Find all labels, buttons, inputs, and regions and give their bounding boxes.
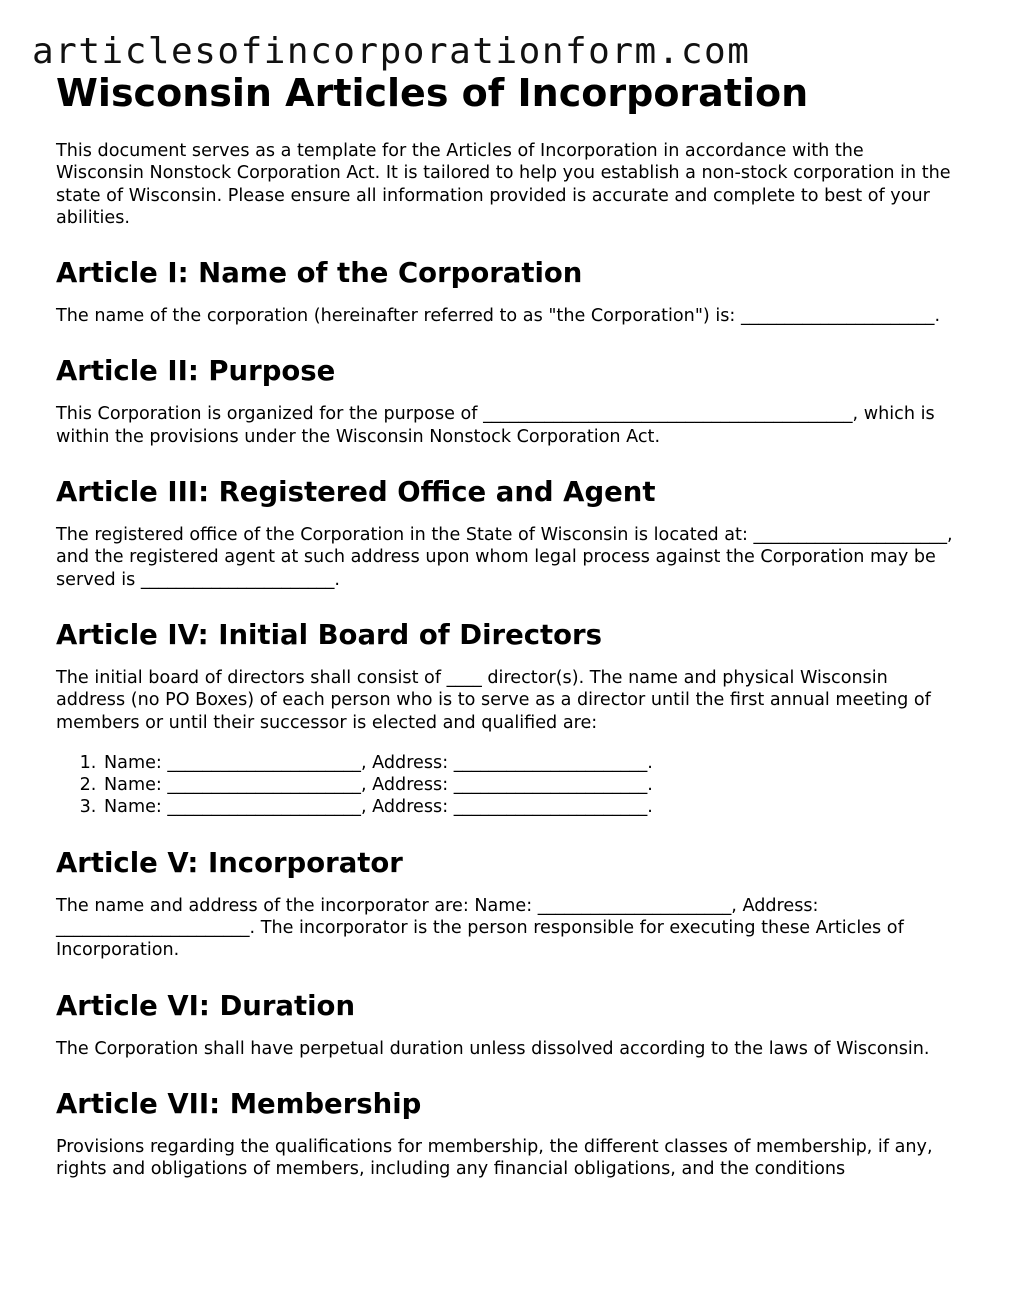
article-heading: Article VI: Duration <box>56 989 356 1022</box>
document <box>56 68 956 1181</box>
article-text: The name of the corporation (hereinafter referred to as "the Corporation") is: ______________________. <box>56 306 941 327</box>
article-heading: Article III: Registered Office and Agent <box>56 476 656 509</box>
article-1 <box>56 255 956 327</box>
document-title: Wisconsin Articles of Incorporation <box>56 71 809 115</box>
article-heading: Article I: Name of the Corporation <box>56 257 583 290</box>
article-7 <box>56 1086 956 1181</box>
article-text: The name and address of the incorporator are: Name: ______________________, Address: ______________________. The incorporator is the person responsible for executing these Articles of Incorporation. <box>56 895 904 961</box>
article-text: This Corporation is organized for the purpose of __________________________________________, which is within the provisions under the Wisconsin Nonstock Corporation Act. <box>56 404 935 447</box>
article-heading: Article IV: Initial Board of Directors <box>56 618 602 651</box>
article-2 <box>56 353 956 448</box>
article-heading: Article VII: Membership <box>56 1087 422 1120</box>
directors-list <box>56 752 956 819</box>
article-6 <box>56 988 956 1060</box>
director-entry: 2. Name: ______________________, Address: ______________________. <box>102 774 956 796</box>
director-entry: 3. Name: ______________________, Address: ______________________. <box>102 796 956 818</box>
article-heading: Article II: Purpose <box>56 355 336 388</box>
article-5 <box>56 845 956 962</box>
article-text: The initial board of directors shall consist of ____ director(s). The name and physical Wisconsin address (no PO Boxes) of each person who is to serve as a director until the first annual meeting of members or until their successor is elected and qualified are: <box>56 667 931 733</box>
article-heading: Article V: Incorporator <box>56 846 403 879</box>
article-text: The registered office of the Corporation in the State of Wisconsin is located at: ______________________, and the registered agent at such address upon whom legal process against the Corporation may be served is ______________________. <box>56 525 953 590</box>
article-4 <box>56 617 956 819</box>
director-entry: 1. Name: ______________________, Address: ______________________. <box>102 752 956 774</box>
article-3 <box>56 474 956 591</box>
intro-paragraph: This document serves as a template for the Articles of Incorporation in accordance with the Wisconsin Nonstock Corporation Act. It is tailored to help you establish a non-stock corporation in the state of Wisconsin. Please ensure all information provided is accurate and complete to best of your abilities. <box>56 141 951 228</box>
site-watermark: articlesofincorporationform.com <box>32 31 751 72</box>
article-text: The Corporation shall have perpetual duration unless dissolved according to the laws of Wisconsin. <box>56 1038 930 1059</box>
article-text: Provisions regarding the qualifications for membership, the different classes of membership, if any, rights and obligations of members, including any financial obligations, and the conditions <box>56 1136 933 1180</box>
